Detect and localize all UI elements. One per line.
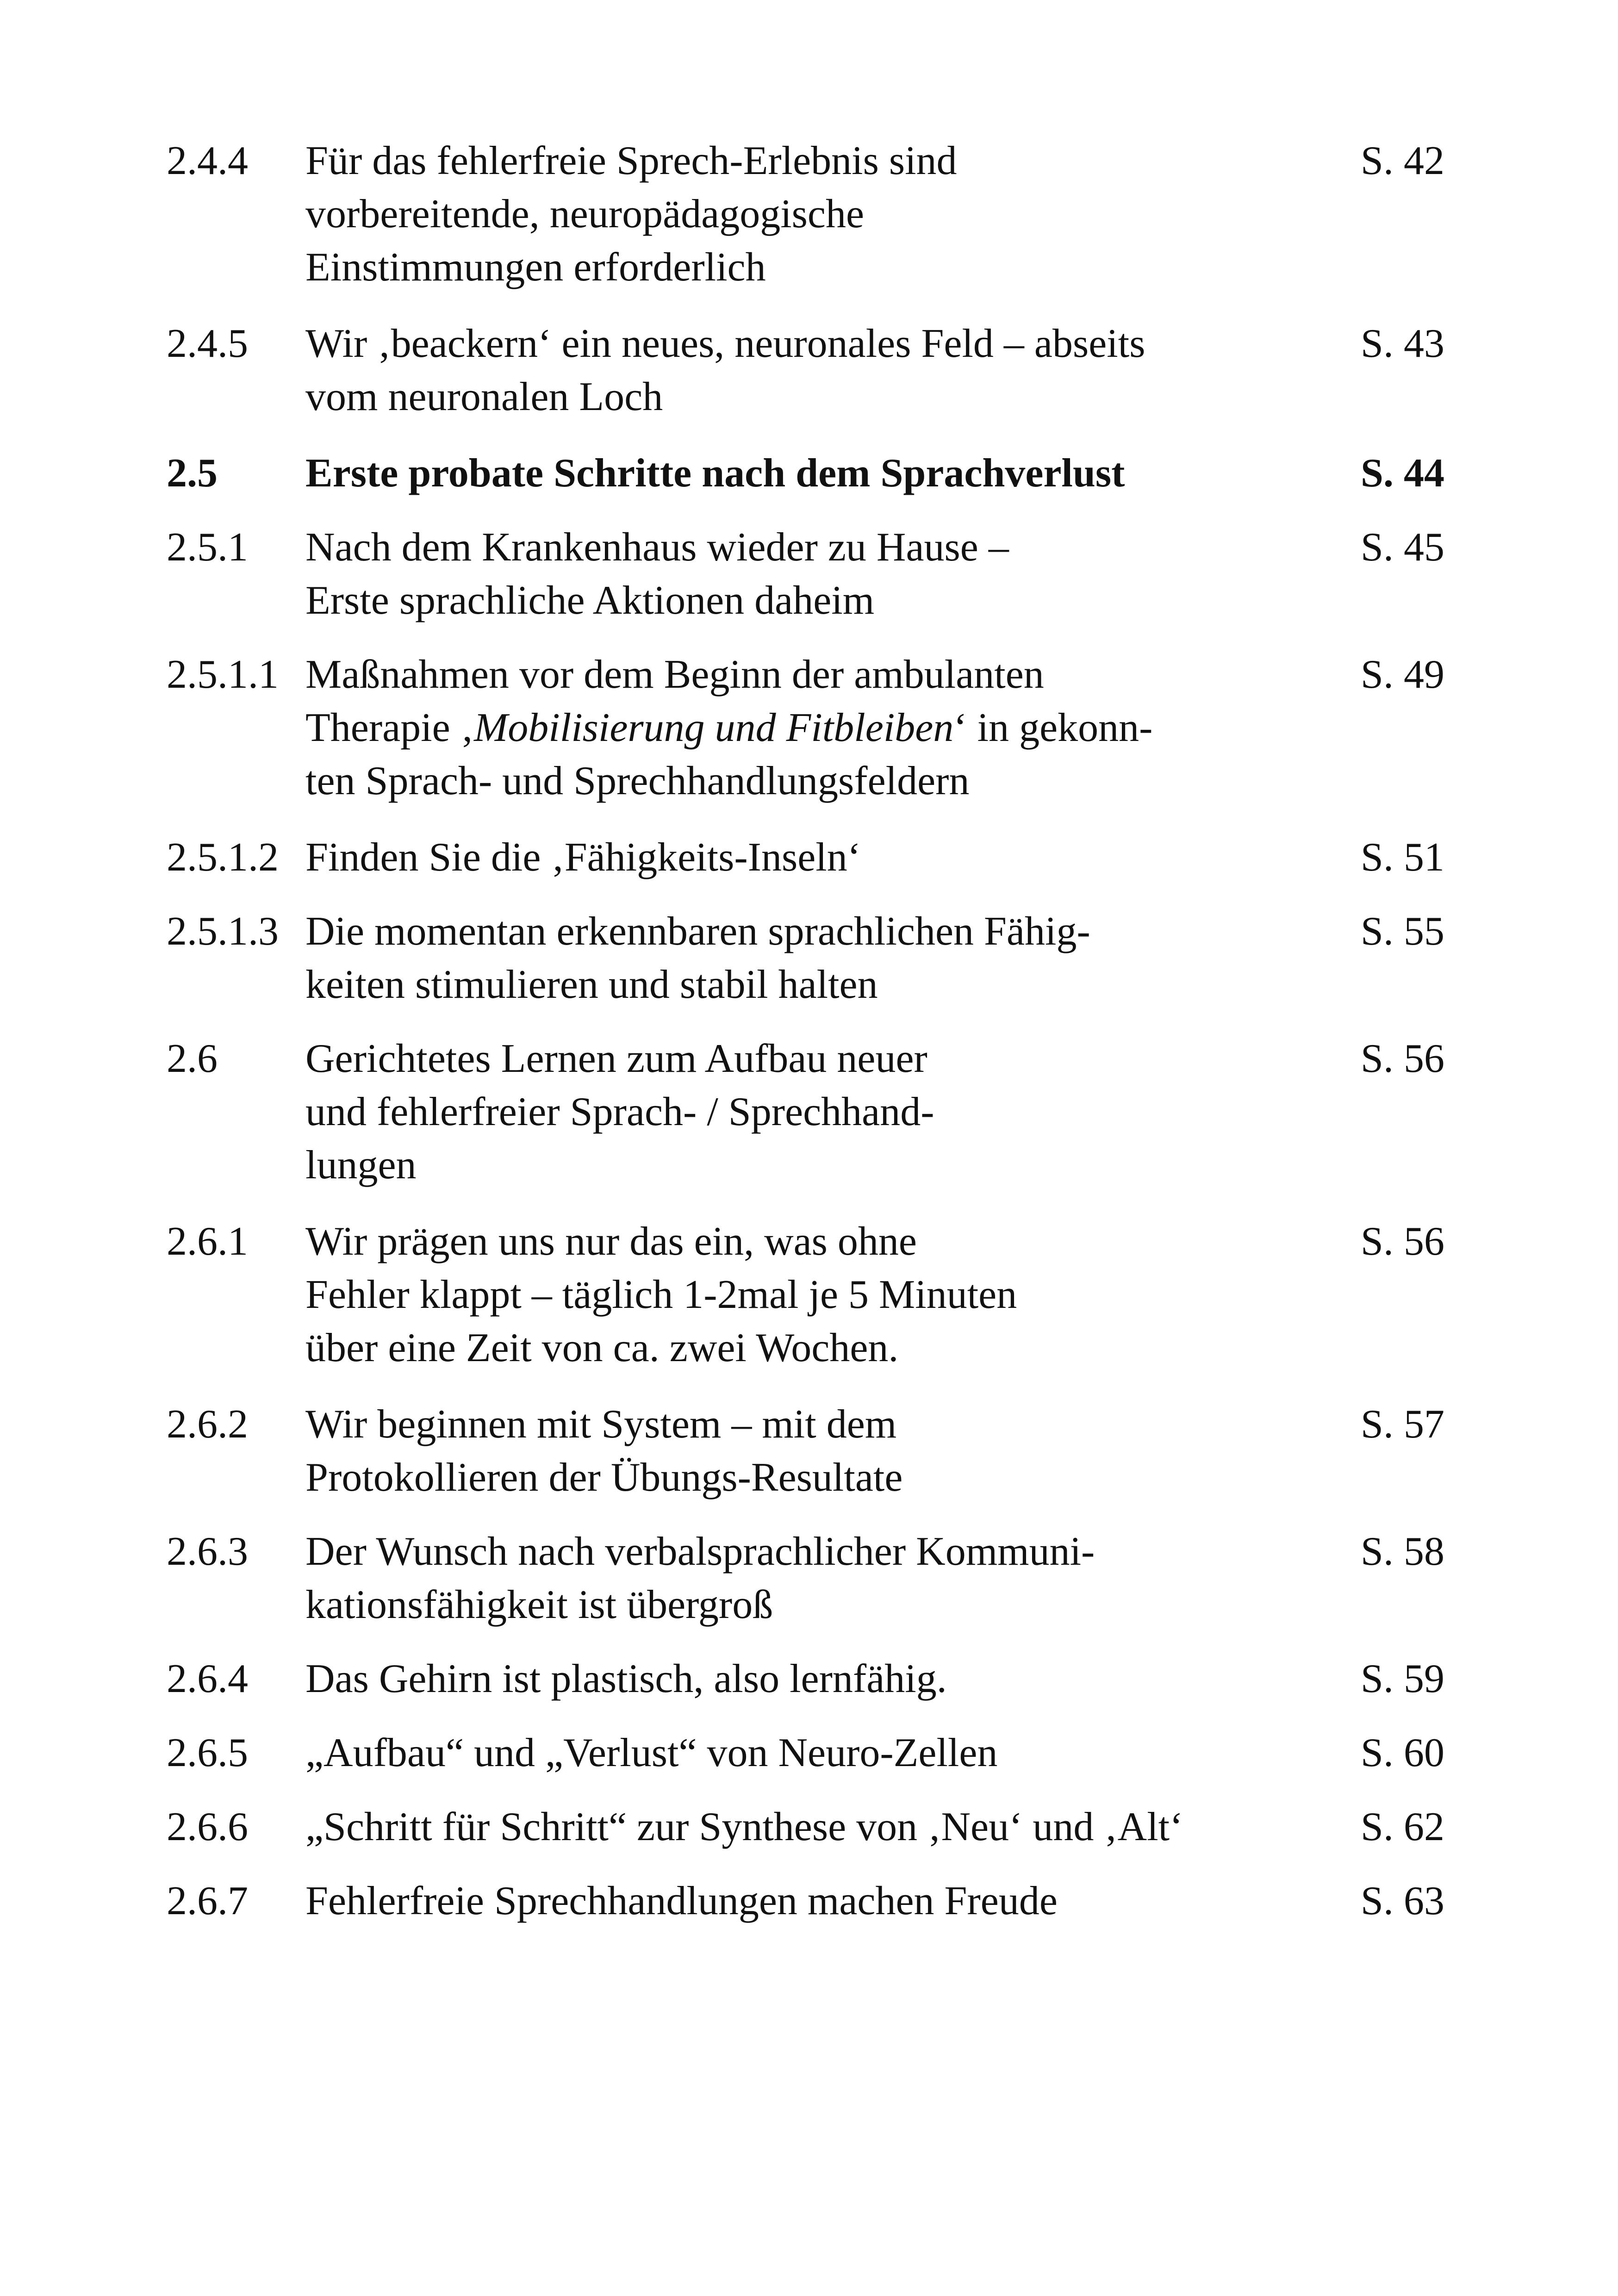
title-line: Maßnahmen vor dem Beginn der ambulanten [305, 652, 1044, 697]
section-number: 2.5.1.2 [167, 835, 279, 880]
section-title [305, 521, 1324, 627]
section-title [305, 1032, 1324, 1192]
title-line: Das Gehirn ist plastisch, also lernfähig. [305, 1656, 947, 1701]
section-number: 2.6.6 [167, 1804, 248, 1849]
title-line: keiten stimulieren und stabil halten [305, 962, 878, 1007]
section-number: 2.6.2 [167, 1402, 248, 1447]
page-reference: S. 57 [1361, 1402, 1444, 1447]
section-number: 2.5 [167, 451, 218, 496]
section-number: 2.4.5 [167, 321, 248, 366]
page-reference: S. 63 [1361, 1879, 1444, 1923]
title-fragment: ‘ in gekonn- [953, 705, 1153, 750]
page-reference: S. 43 [1361, 321, 1444, 366]
page-reference: S. 58 [1361, 1529, 1444, 1574]
italic-phrase: Mobilisierung und Fitbleiben [474, 705, 954, 750]
title-line: „Schritt für Schritt“ zur Synthese von ‚Neu‘ und ‚Alt‘ [305, 1804, 1183, 1849]
section-title [305, 1215, 1324, 1375]
page-reference: S. 60 [1361, 1730, 1444, 1775]
title-line: vorbereitende, neuropädagogische [305, 192, 865, 236]
page-reference: S. 51 [1361, 835, 1444, 880]
section-number: 2.6 [167, 1036, 218, 1081]
title-line: kationsfähigkeit ist übergroß [305, 1582, 773, 1627]
title-line: Erste sprachliche Aktionen daheim [305, 578, 875, 623]
title-line: Wir beginnen mit System – mit dem [305, 1402, 897, 1447]
page-reference: S. 59 [1361, 1656, 1444, 1701]
section-number: 2.4.4 [167, 138, 248, 183]
page-reference: S. 42 [1361, 138, 1444, 183]
title-line: Der Wunsch nach verbalsprachlicher Kommuni- [305, 1529, 1095, 1574]
section-title [305, 1525, 1324, 1631]
section-number: 2.5.1 [167, 525, 248, 570]
page-reference: S. 56 [1361, 1036, 1444, 1081]
section-title [305, 648, 1324, 808]
section-number: 2.6.7 [167, 1879, 248, 1923]
title-line: Fehlerfreie Sprechhandlungen machen Freude [305, 1879, 1058, 1923]
title-line: Fehler klappt – täglich 1-2mal je 5 Minuten [305, 1272, 1017, 1317]
section-number: 2.5.1.1 [167, 652, 279, 697]
section-number: 2.6.5 [167, 1730, 248, 1775]
page-reference: S. 44 [1361, 451, 1444, 496]
title-line [305, 701, 1324, 754]
title-fragment: Therapie ‚ [305, 705, 474, 750]
title-line: Gerichtetes Lernen zum Aufbau neuer [305, 1036, 927, 1081]
page-reference: S. 62 [1361, 1804, 1444, 1849]
title-line: Erste probate Schritte nach dem Sprachverlust [305, 451, 1125, 496]
title-line: Finden Sie die ‚Fähigkeits-Inseln‘ [305, 835, 861, 880]
page-reference: S. 56 [1361, 1219, 1444, 1264]
section-number: 2.6.3 [167, 1529, 248, 1574]
page-reference: S. 45 [1361, 525, 1444, 570]
title-line: Nach dem Krankenhaus wieder zu Hause – [305, 525, 1009, 570]
title-line: vom neuronalen Loch [305, 374, 663, 419]
title-line: ten Sprach- und Sprechhandlungsfeldern [305, 759, 970, 803]
title-line: Für das fehlerfreie Sprech-Erlebnis sind [305, 138, 957, 183]
page-reference: S. 55 [1361, 909, 1444, 954]
section-number: 2.6.4 [167, 1656, 248, 1701]
page-reference: S. 49 [1361, 652, 1444, 697]
section-title [305, 1726, 1324, 1780]
title-line: und fehlerfreier Sprach- / Sprechhand- [305, 1089, 934, 1134]
title-line: Die momentan erkennbaren sprachlichen Fähig- [305, 909, 1090, 954]
title-line: Einstimmungen erforderlich [305, 245, 766, 290]
section-title [305, 831, 1324, 884]
section-title [305, 1874, 1324, 1928]
section-number: 2.5.1.3 [167, 909, 279, 954]
section-number: 2.6.1 [167, 1219, 248, 1264]
title-line: lungen [305, 1143, 417, 1188]
section-title [305, 1800, 1324, 1854]
section-title [305, 134, 1324, 294]
title-line: über eine Zeit von ca. zwei Wochen. [305, 1325, 899, 1370]
section-title [305, 447, 1324, 500]
section-title [305, 905, 1324, 1011]
title-line: Protokollieren der Übungs-Resultate [305, 1455, 903, 1500]
section-title [305, 1652, 1324, 1705]
title-line: Wir ‚beackern‘ ein neues, neuronales Feld – abseits [305, 321, 1145, 366]
title-line: Wir prägen uns nur das ein, was ohne [305, 1219, 917, 1264]
section-title [305, 317, 1324, 423]
title-line: „Aufbau“ und „Verlust“ von Neuro-Zellen [305, 1730, 998, 1775]
section-title [305, 1398, 1324, 1504]
